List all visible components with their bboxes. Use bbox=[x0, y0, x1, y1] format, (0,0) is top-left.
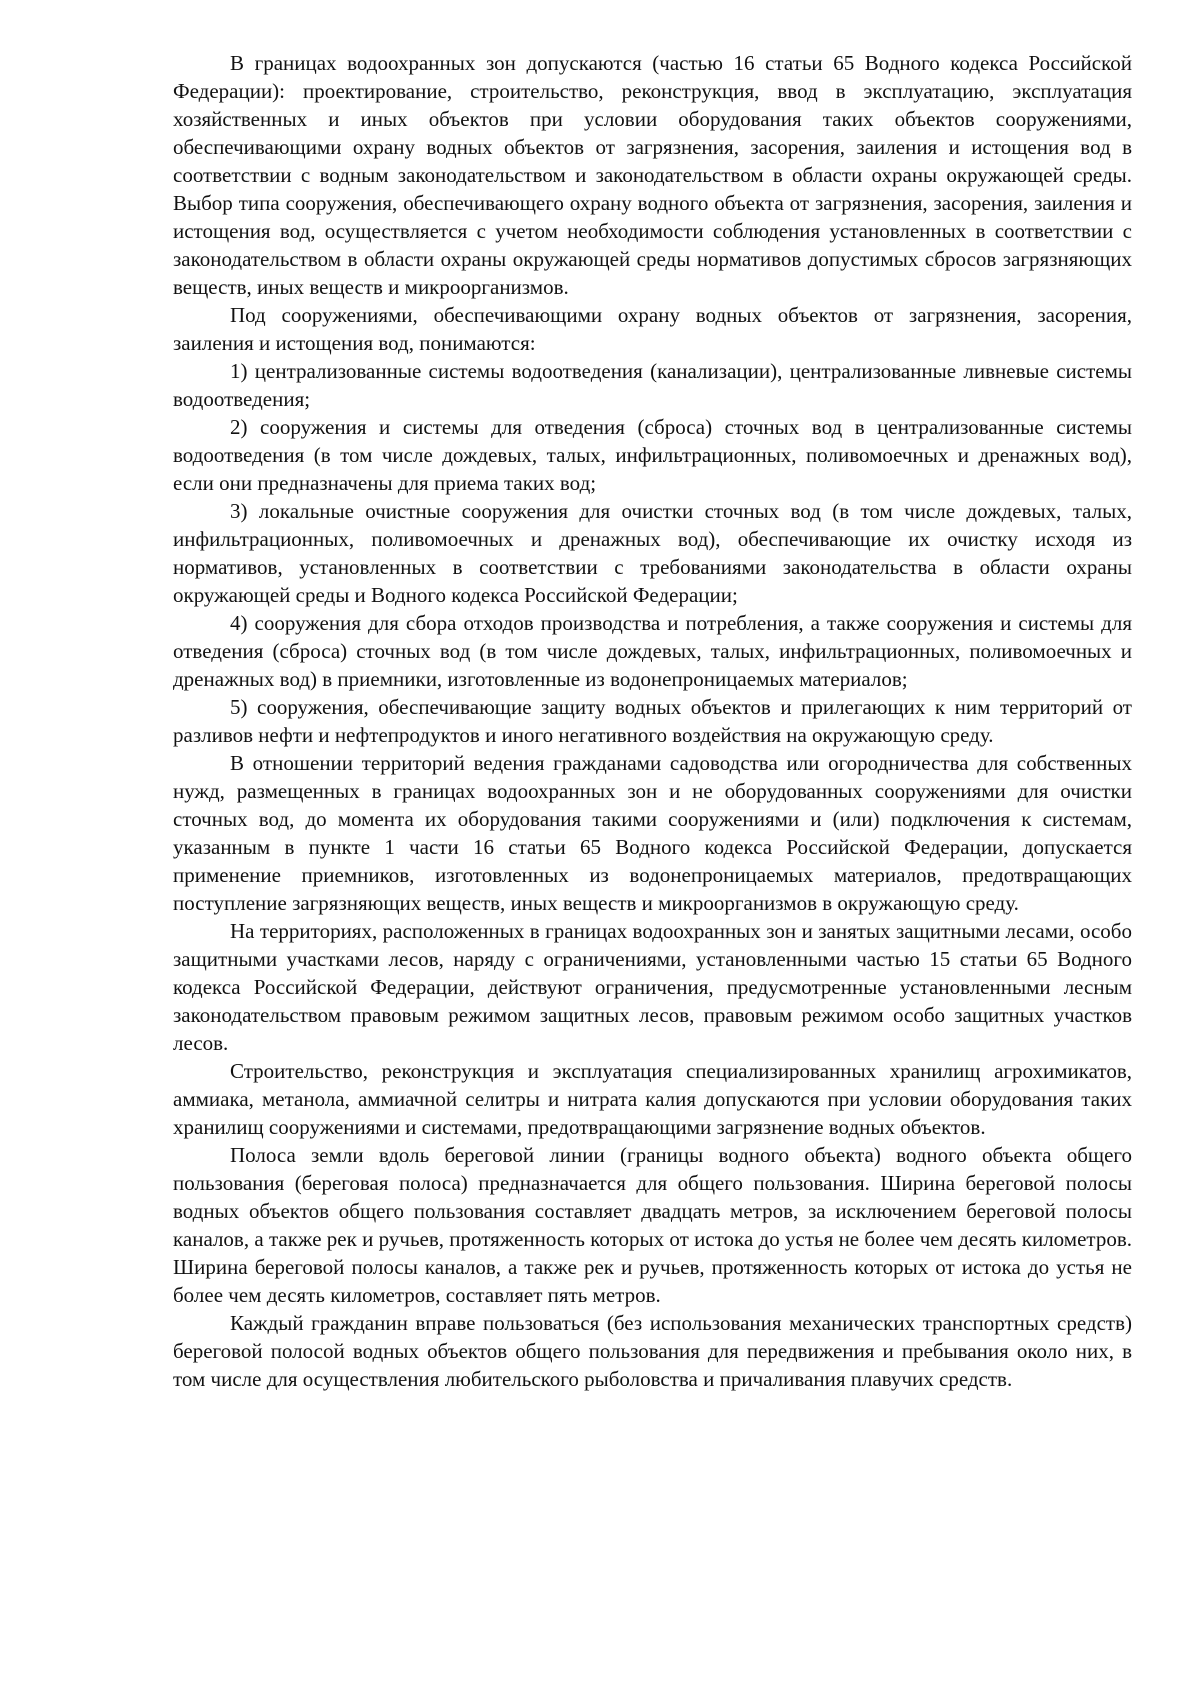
paragraph-citizen-rights: Каждый гражданин вправе пользоваться (без использования механических транспортных средств) береговой полосой водных объектов общего пользования для передвижения и пребывания около них, в том числе для осуществления любительского рыболовства и причаливания плавучих средств. bbox=[173, 1311, 1132, 1391]
paragraph-gardening-territories: В отношении территорий ведения гражданами садоводства или огородничества для собственных нужд, размещенных в границах водоохранных зон и не оборудованных сооружениями для очистки сточных вод, до момента их оборудования такими сооружениями и (или) подключения к системам, указанным в пункте 1 части 16 статьи 65 Водного кодекса Российской Федерации, допускается применение приемников, изготовленных из водонепроницаемых материалов, предотвращающих поступление загрязняющих веществ, иных веществ и микроорганизмов в окружающую среду. bbox=[173, 751, 1132, 915]
paragraph-protective-forests: На территориях, расположенных в границах водоохранных зон и занятых защитными лесами, особо защитными участками лесов, наряду с ограничениями, установленными частью 15 статьи 65 Водного кодекса Российской Федерации, действуют ограничения, предусмотренные установленными лесным законодательством правовым режимом защитных лесов, правовым режимом особо защитных участков лесов. bbox=[173, 919, 1132, 1055]
paragraph-agrochemical-storage: Строительство, реконструкция и эксплуатация специализированных хранилищ агрохимикатов, аммиака, метанола, аммиачной селитры и нитрата калия допускаются при условии оборудования таких хранилищ сооружениями и системами, предотвращающими загрязнение водных объектов. bbox=[173, 1059, 1132, 1139]
list-item-5: 5) сооружения, обеспечивающие защиту водных объектов и прилегающих к ним территорий от разливов нефти и нефтепродуктов и иного негативного воздействия на окружающую среду. bbox=[173, 695, 1132, 747]
list-item-2: 2) сооружения и системы для отведения (сброса) сточных вод в централизованные системы водоотведения (в том числе дождевых, талых, инфильтрационных, поливомоечных и дренажных вод), если они предназначены для приема таких вод; bbox=[173, 415, 1132, 495]
document-page bbox=[173, 49, 1132, 1393]
list-item-4: 4) сооружения для сбора отходов производства и потребления, а также сооружения и системы для отведения (сброса) сточных вод (в том числе дождевых, талых, инфильтрационных, поливомоечных и дренажных вод) в приемники, изготовленные из водонепроницаемых материалов; bbox=[173, 611, 1132, 691]
paragraph-shore-strip: Полоса земли вдоль береговой линии (границы водного объекта) водного объекта общего пользования (береговая полоса) предназначается для общего пользования. Ширина береговой полосы водных объектов общего пользования составляет двадцать метров, за исключением береговой полосы каналов, а также рек и ручьев, протяженность которых от истока до устья не более чем десять километров. Ширина береговой полосы каналов, а также рек и ручьев, протяженность которых от истока до устья не более чем десять километров, составляет пять метров. bbox=[173, 1143, 1132, 1307]
list-item-3: 3) локальные очистные сооружения для очистки сточных вод (в том числе дождевых, талых, инфильтрационных, поливомоечных и дренажных вод), обеспечивающие их очистку исходя из нормативов, установленных в соответствии с требованиями законодательства в области охраны окружающей среды и Водного кодекса Российской Федерации; bbox=[173, 499, 1132, 607]
paragraph-protective-structures-intro: Под сооружениями, обеспечивающими охрану водных объектов от загрязнения, засорения, заиления и истощения вод, понимаются: bbox=[173, 303, 1132, 355]
list-item-1: 1) централизованные системы водоотведения (канализации), централизованные ливневые системы водоотведения; bbox=[173, 359, 1132, 411]
paragraph-permitted-activities: В границах водоохранных зон допускаются (частью 16 статьи 65 Водного кодекса Российской Федерации): проектирование, строительство, реконструкция, ввод в эксплуатацию, эксплуатация хозяйственных и иных объектов при условии оборудования таких объектов сооружениями, обеспечивающими охрану водных объектов от загрязнения, засорения, заиления и истощения вод в соответствии с водным законодательством и законодательством в области охраны окружающей среды. Выбор типа сооружения, обеспечивающего охрану водного объекта от загрязнения, засорения, заиления и истощения вод, осуществляется с учетом необходимости соблюдения установленных в соответствии с законодательством в области охраны окружающей среды нормативов допустимых сбросов загрязняющих веществ, иных веществ и микроорганизмов. bbox=[173, 51, 1132, 299]
